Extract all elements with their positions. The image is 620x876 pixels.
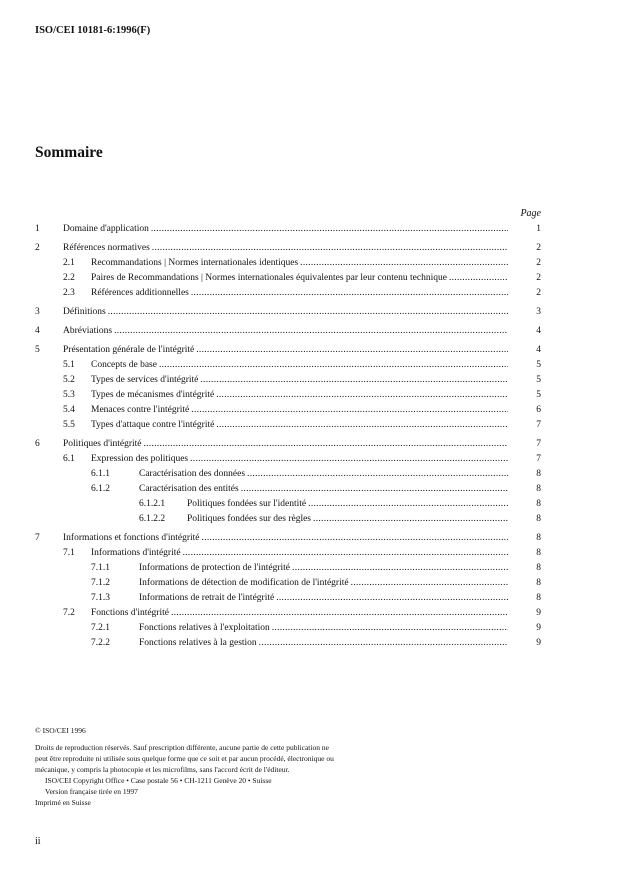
toc-page-number: 2 bbox=[536, 243, 541, 253]
toc-leader-dots bbox=[151, 222, 508, 237]
toc-entry[interactable] bbox=[139, 591, 508, 606]
toc-entry[interactable] bbox=[91, 256, 508, 271]
toc-number: 5.4 bbox=[63, 405, 75, 415]
toc-row[interactable] bbox=[0, 621, 620, 636]
page-column-label: Page bbox=[520, 208, 541, 219]
toc-entry[interactable] bbox=[91, 373, 508, 388]
toc-label: Fonctions relatives à la gestion bbox=[139, 638, 257, 648]
toc-number: 5 bbox=[35, 345, 40, 355]
toc-page-number: 7 bbox=[536, 439, 541, 449]
toc-number: 5.1 bbox=[63, 360, 75, 370]
toc-number: 7.2.2 bbox=[91, 638, 110, 648]
toc-leader-dots bbox=[247, 467, 508, 482]
toc-number: 7 bbox=[35, 533, 40, 543]
toc-label: Informations de retrait de l'intégrité bbox=[139, 593, 275, 603]
toc-number: 7.2 bbox=[63, 608, 75, 618]
table-of-contents bbox=[0, 222, 620, 651]
toc-row[interactable] bbox=[0, 343, 620, 358]
toc-page-number: 9 bbox=[536, 608, 541, 618]
toc-row[interactable] bbox=[0, 452, 620, 467]
toc-number: 2.3 bbox=[63, 288, 75, 298]
toc-row[interactable] bbox=[0, 286, 620, 301]
toc-entry[interactable] bbox=[63, 222, 508, 237]
toc-page-number: 2 bbox=[536, 258, 541, 268]
toc-leader-dots bbox=[196, 343, 508, 358]
toc-leader-dots bbox=[241, 482, 508, 497]
toc-entry[interactable] bbox=[139, 561, 508, 576]
toc-number: 7.1.2 bbox=[91, 578, 110, 588]
toc-leader-dots bbox=[272, 621, 508, 636]
toc-number: 6.1.2 bbox=[91, 484, 110, 494]
toc-entry[interactable] bbox=[139, 636, 508, 651]
copyright-footer bbox=[35, 725, 555, 808]
toc-page-number: 5 bbox=[536, 375, 541, 385]
toc-row[interactable] bbox=[0, 531, 620, 546]
toc-row[interactable] bbox=[0, 591, 620, 606]
toc-leader-dots bbox=[190, 452, 508, 467]
toc-entry[interactable] bbox=[63, 437, 508, 452]
toc-entry[interactable] bbox=[139, 482, 508, 497]
toc-number: 5.3 bbox=[63, 390, 75, 400]
toc-leader-dots bbox=[216, 418, 508, 433]
toc-number: 5.5 bbox=[63, 420, 75, 430]
toc-page-number: 7 bbox=[536, 454, 541, 464]
toc-entry[interactable] bbox=[91, 358, 508, 373]
toc-leader-dots bbox=[114, 324, 508, 339]
toc-number: 7.1.3 bbox=[91, 593, 110, 603]
toc-row[interactable] bbox=[0, 606, 620, 621]
toc-number: 3 bbox=[35, 307, 40, 317]
toc-page-number: 6 bbox=[536, 405, 541, 415]
toc-entry[interactable] bbox=[91, 418, 508, 433]
toc-number: 2.1 bbox=[63, 258, 75, 268]
toc-label: Recommandations | Normes internationales identiques bbox=[91, 258, 299, 268]
toc-row[interactable] bbox=[0, 373, 620, 388]
toc-page-number: 8 bbox=[536, 484, 541, 494]
toc-label: Informations d'intégrité bbox=[91, 548, 181, 558]
toc-leader-dots bbox=[159, 358, 508, 373]
toc-label: Types d'attaque contre l'intégrité bbox=[91, 420, 215, 430]
toc-page-number: 1 bbox=[536, 224, 541, 234]
toc-page-number: 3 bbox=[536, 307, 541, 317]
toc-leader-dots bbox=[216, 388, 508, 403]
toc-row[interactable] bbox=[0, 546, 620, 561]
toc-row[interactable] bbox=[0, 305, 620, 320]
toc-leader-dots bbox=[108, 305, 508, 320]
toc-page-number: 2 bbox=[536, 288, 541, 298]
toc-page-number: 9 bbox=[536, 623, 541, 633]
toc-entry[interactable] bbox=[187, 497, 508, 512]
toc-entry[interactable] bbox=[63, 305, 508, 320]
toc-leader-dots bbox=[351, 576, 508, 591]
toc-page-number: 8 bbox=[536, 578, 541, 588]
toc-entry[interactable] bbox=[91, 388, 508, 403]
toc-entry[interactable] bbox=[91, 606, 508, 621]
toc-label: Informations de détection de modification de l'intégrité bbox=[139, 578, 349, 588]
page-title: Sommaire bbox=[35, 144, 103, 161]
toc-leader-dots bbox=[292, 561, 508, 576]
toc-label: Informations de protection de l'intégrité bbox=[139, 563, 291, 573]
toc-label: Paires de Recommandations | Normes internationales équivalentes par leur contenu technique bbox=[91, 273, 447, 283]
toc-label: Menaces contre l'intégrité bbox=[91, 405, 190, 415]
toc-label: Présentation générale de l'intégrité bbox=[63, 345, 195, 355]
toc-entry[interactable] bbox=[139, 621, 508, 636]
toc-row[interactable] bbox=[0, 324, 620, 339]
toc-leader-dots bbox=[259, 636, 508, 651]
toc-leader-dots bbox=[191, 403, 508, 418]
toc-row[interactable] bbox=[0, 482, 620, 497]
toc-entry[interactable] bbox=[139, 576, 508, 591]
toc-leader-dots bbox=[300, 256, 508, 271]
toc-page-number: 5 bbox=[536, 360, 541, 370]
toc-page-number: 8 bbox=[536, 533, 541, 543]
toc-label: Définitions bbox=[63, 307, 106, 317]
rights-line: Droits de reproduction réservés. Sauf prescription différente, aucune partie de cette publication ne bbox=[35, 743, 329, 752]
toc-label: Types de services d'intégrité bbox=[91, 375, 199, 385]
toc-page-number: 8 bbox=[536, 548, 541, 558]
toc-leader-dots bbox=[200, 373, 508, 388]
toc-entry[interactable] bbox=[63, 531, 508, 546]
toc-label: Fonctions d'intégrité bbox=[91, 608, 169, 618]
rights-line: peut être reproduite ni utilisée sous quelque forme que ce soit et par aucun procédé, électronique ou bbox=[35, 754, 334, 763]
toc-entry[interactable] bbox=[91, 271, 508, 286]
copyright-line: © ISO/CEI 1996 bbox=[35, 726, 86, 735]
document-id-header: ISO/CEI 10181-6:1996(F) bbox=[35, 25, 151, 36]
toc-number: 7.2.1 bbox=[91, 623, 110, 633]
toc-label: Informations et fonctions d'intégrité bbox=[63, 533, 200, 543]
toc-page-number: 8 bbox=[536, 563, 541, 573]
version-line: Version française tirée en 1997 bbox=[45, 787, 138, 796]
toc-entry[interactable] bbox=[91, 546, 508, 561]
toc-number: 1 bbox=[35, 224, 40, 234]
toc-label: Politiques fondées sur l'identité bbox=[187, 499, 307, 509]
toc-leader-dots bbox=[171, 606, 508, 621]
toc-number: 7.1.1 bbox=[91, 563, 110, 573]
toc-number: 6.1 bbox=[63, 454, 75, 464]
toc-page-number: 7 bbox=[536, 420, 541, 430]
toc-row[interactable] bbox=[0, 512, 620, 527]
toc-page-number: 4 bbox=[536, 345, 541, 355]
toc-leader-dots bbox=[276, 591, 508, 606]
toc-leader-dots bbox=[449, 271, 508, 286]
toc-label: Domaine d'application bbox=[63, 224, 149, 234]
toc-label: Caractérisation des données bbox=[139, 469, 246, 479]
toc-entry[interactable] bbox=[91, 452, 508, 467]
toc-label: Abréviations bbox=[63, 326, 113, 336]
toc-row[interactable] bbox=[0, 358, 620, 373]
page-number: ii bbox=[35, 836, 41, 847]
toc-leader-dots bbox=[183, 546, 508, 561]
toc-row[interactable] bbox=[0, 256, 620, 271]
toc-page-number: 8 bbox=[536, 593, 541, 603]
toc-label: Politiques d'intégrité bbox=[63, 439, 142, 449]
toc-entry[interactable] bbox=[187, 512, 508, 527]
toc-row[interactable] bbox=[0, 403, 620, 418]
toc-leader-dots bbox=[144, 437, 509, 452]
toc-row[interactable] bbox=[0, 437, 620, 452]
toc-label: Références normatives bbox=[63, 243, 150, 253]
toc-entry[interactable] bbox=[91, 286, 508, 301]
toc-page-number: 4 bbox=[536, 326, 541, 336]
toc-leader-dots bbox=[191, 286, 508, 301]
toc-label: Fonctions relatives à l'exploitation bbox=[139, 623, 270, 633]
toc-label: Politiques fondées sur des règles bbox=[187, 514, 312, 524]
copyright-office-line: ISO/CEI Copyright Office • Case postale 56 • CH-1211 Genève 20 • Suisse bbox=[45, 776, 272, 785]
toc-leader-dots bbox=[313, 512, 508, 527]
toc-label: Expression des politiques bbox=[91, 454, 189, 464]
toc-number: 7.1 bbox=[63, 548, 75, 558]
toc-page-number: 8 bbox=[536, 514, 541, 524]
toc-number: 6 bbox=[35, 439, 40, 449]
toc-page-number: 8 bbox=[536, 469, 541, 479]
toc-number: 4 bbox=[35, 326, 40, 336]
toc-row[interactable] bbox=[0, 241, 620, 256]
toc-page-number: 5 bbox=[536, 390, 541, 400]
toc-entry[interactable] bbox=[139, 467, 508, 482]
toc-entry[interactable] bbox=[63, 343, 508, 358]
toc-row[interactable] bbox=[0, 271, 620, 286]
toc-leader-dots bbox=[308, 497, 508, 512]
toc-number: 6.1.2.1 bbox=[139, 499, 166, 509]
toc-row[interactable] bbox=[0, 222, 620, 237]
toc-row[interactable] bbox=[0, 576, 620, 591]
toc-number: 6.1.1 bbox=[91, 469, 110, 479]
toc-leader-dots bbox=[202, 531, 508, 546]
toc-page-number: 2 bbox=[536, 273, 541, 283]
toc-row[interactable] bbox=[0, 497, 620, 512]
toc-label: Caractérisation des entités bbox=[139, 484, 239, 494]
rights-line: mécanique, y compris la photocopie et les microfilms, sans l'accord écrit de l'éditeur. bbox=[35, 765, 290, 774]
toc-number: 6.1.2.2 bbox=[139, 514, 166, 524]
toc-row[interactable] bbox=[0, 467, 620, 482]
toc-label: Concepts de base bbox=[91, 360, 157, 370]
toc-page-number: 9 bbox=[536, 638, 541, 648]
toc-entry[interactable] bbox=[63, 324, 508, 339]
toc-entry[interactable] bbox=[63, 241, 508, 256]
toc-label: Types de mécanismes d'intégrité bbox=[91, 390, 215, 400]
toc-entry[interactable] bbox=[91, 403, 508, 418]
toc-leader-dots bbox=[152, 241, 508, 256]
toc-row[interactable] bbox=[0, 561, 620, 576]
printed-line: Imprimé en Suisse bbox=[35, 798, 91, 807]
toc-row[interactable] bbox=[0, 636, 620, 651]
toc-number: 5.2 bbox=[63, 375, 75, 385]
toc-label: Références additionnelles bbox=[91, 288, 189, 298]
toc-number: 2 bbox=[35, 243, 40, 253]
toc-row[interactable] bbox=[0, 418, 620, 433]
toc-row[interactable] bbox=[0, 388, 620, 403]
toc-page-number: 8 bbox=[536, 499, 541, 509]
toc-number: 2.2 bbox=[63, 273, 75, 283]
